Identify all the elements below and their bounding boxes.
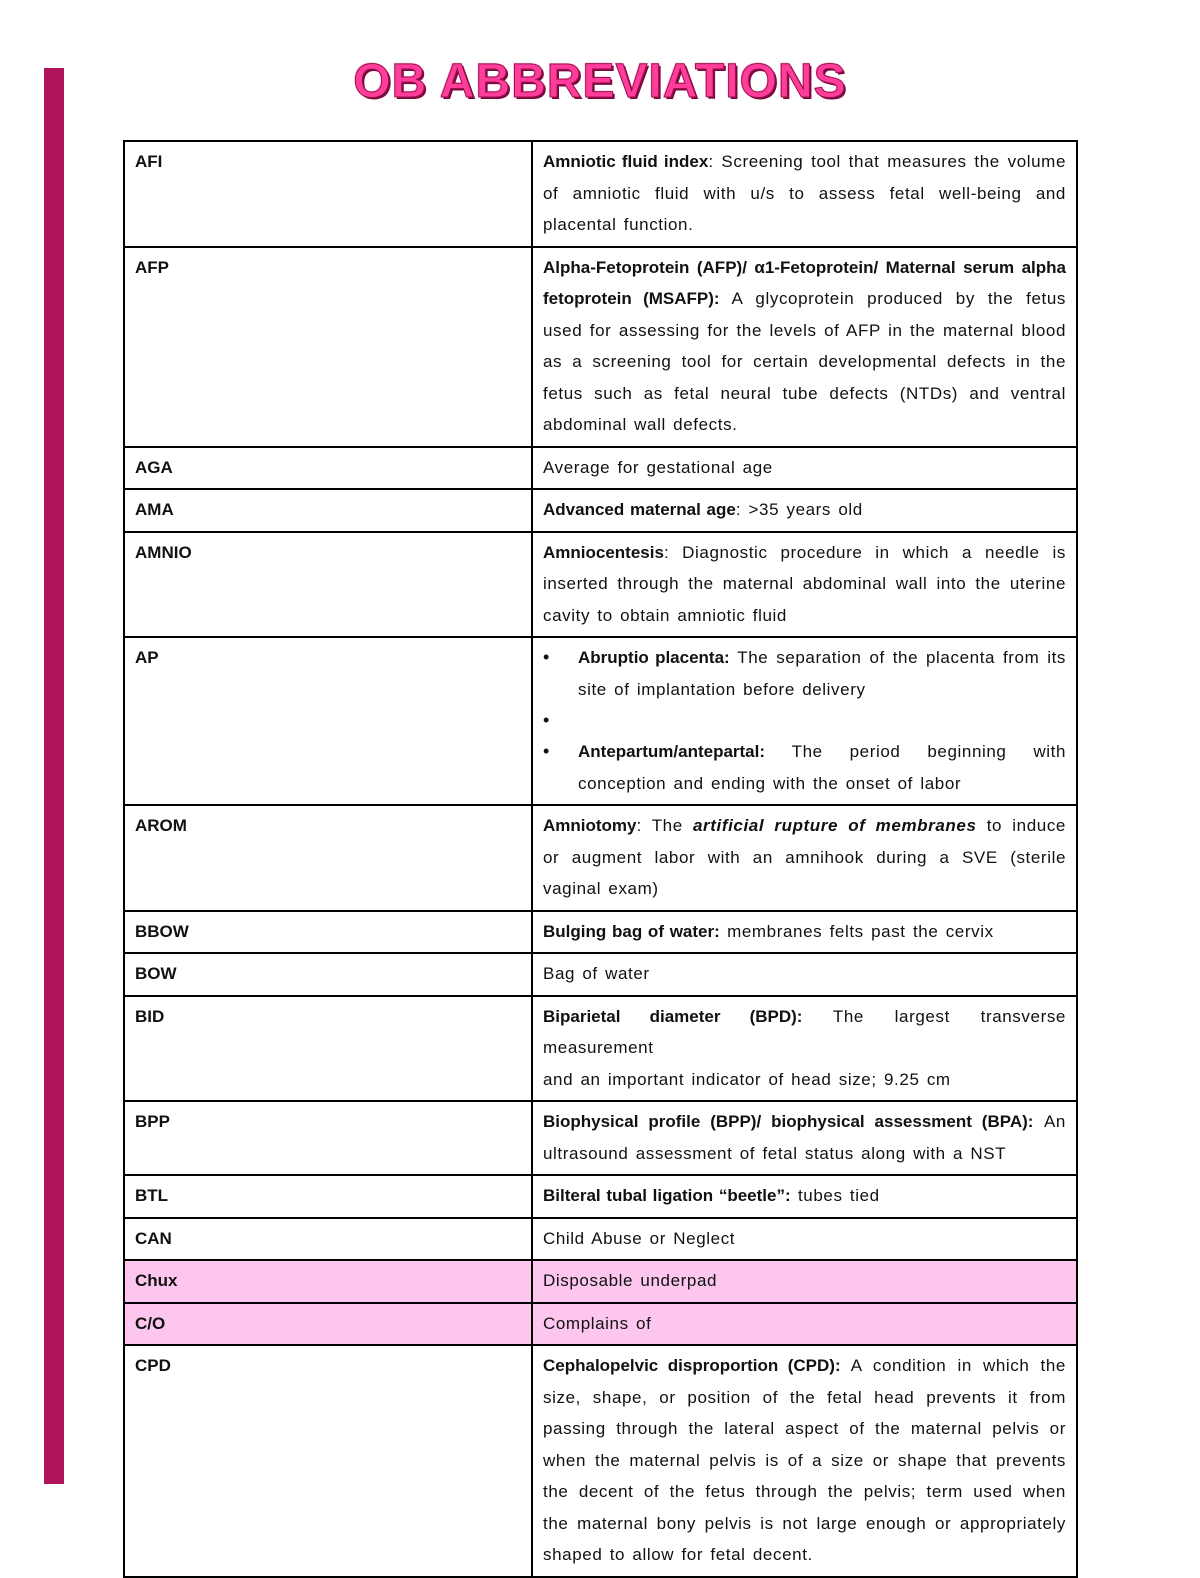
abbr-definition — [532, 141, 1077, 247]
definition-text: and an important indicator of head size; 9.25 cm — [543, 1069, 951, 1089]
abbr-term: AMNIO — [124, 532, 532, 638]
table-row — [124, 953, 1077, 996]
abbr-term: CPD — [124, 1345, 532, 1577]
definition-text: Disposable underpad — [543, 1271, 718, 1290]
abbr-term: Chux — [124, 1260, 532, 1303]
abbr-definition — [532, 532, 1077, 638]
table-row — [124, 141, 1077, 247]
definition-text: The period beginning with conception and ending with the onset of labor — [578, 742, 1066, 793]
definition-text: A condition in which the size, shape, or position of the fetal head prevents it from passing through the lateral aspect of the maternal pelvis or when the maternal pelvis is of a size or shape that prevents the decent of the fetus through the pelvis; term used when the maternal bony pelvis is not large enough or appropriately shaped to allow for fetal decent. — [543, 1356, 1066, 1564]
definition-text: to induce or augment labor with an amnihook during a SVE (sterile vaginal exam) — [543, 816, 1066, 898]
definition-text: : >35 years old — [735, 500, 863, 519]
definition-text: : Screening tool that measures the volume of amniotic fluid with u/s to assess fetal well-being and placental function. — [543, 152, 1066, 234]
definition-heading: Amniotic fluid index — [543, 152, 709, 171]
definition-text: The largest transverse measurement — [543, 1006, 1066, 1057]
abbr-definition — [532, 996, 1077, 1102]
abbr-term: AROM — [124, 805, 532, 911]
table-row — [124, 1175, 1077, 1218]
definition-heading: Abruptio placenta: — [578, 648, 730, 667]
definition-text: Average for gestational age — [543, 457, 773, 477]
side-accent-bar — [44, 68, 64, 1484]
table-row-highlighted — [124, 1303, 1077, 1346]
abbr-term: BBOW — [124, 911, 532, 954]
abbr-term: AGA — [124, 447, 532, 490]
abbr-term: C/O — [124, 1303, 532, 1346]
abbr-term: CAN — [124, 1218, 532, 1261]
abbr-definition — [532, 911, 1077, 954]
table-row — [124, 489, 1077, 532]
table-row — [124, 637, 1077, 805]
definition-text: membranes felts past the cervix — [719, 921, 994, 941]
definition-text: An ultrasound assessment of fetal status along with a NST — [543, 1112, 1066, 1163]
definition-text: Child Abuse or Neglect — [543, 1228, 736, 1248]
abbr-definition — [532, 1303, 1077, 1346]
definition-heading: Bilteral tubal ligation “beetle”: — [543, 1186, 791, 1205]
definition-text: A glycoprotein produced by the fetus used for assessing for the levels of AFP in the maternal blood as a screening tool for certain developmental defects in the fetus such as fetal neural tube defects (NTDs) and ventral abdominal wall defects. — [543, 289, 1067, 434]
table-row-highlighted — [124, 1260, 1077, 1303]
definition-heading: Amniocentesis — [543, 542, 664, 562]
abbr-term: BOW — [124, 953, 532, 996]
table-row — [124, 532, 1077, 638]
definition-text: Bag of water — [543, 964, 650, 983]
table-row — [124, 996, 1077, 1102]
abbr-definition — [532, 247, 1077, 447]
definition-bullet-list — [543, 642, 1066, 799]
definition-text: tubes tied — [790, 1186, 880, 1205]
definition-text: The separation of the placenta from its site of implantation before delivery — [578, 648, 1066, 699]
abbr-term: AFI — [124, 141, 532, 247]
definition-heading: Bulging bag of water: — [543, 921, 720, 941]
page-title: OB ABBREVIATIONS — [353, 55, 847, 108]
definition-heading: Antepartum/antepartal: — [578, 742, 766, 761]
table-row — [124, 805, 1077, 911]
abbr-definition — [532, 637, 1077, 805]
table-row — [124, 1218, 1077, 1261]
definition-heading: Cephalopelvic disproportion (CPD): — [543, 1356, 841, 1375]
table-row — [124, 1345, 1077, 1577]
table-row — [124, 247, 1077, 447]
table-row — [124, 911, 1077, 954]
definition-text: : The — [636, 816, 693, 835]
definition-text: : Diagnostic procedure in which a needle is inserted through the maternal abdominal wall into the uterine cavity to obtain amniotic fluid — [543, 542, 1066, 625]
table-row — [124, 1101, 1077, 1175]
abbr-definition — [532, 953, 1077, 996]
abbr-definition — [532, 1260, 1077, 1303]
abbr-term: AFP — [124, 247, 532, 447]
abbr-term: BTL — [124, 1175, 532, 1218]
abbr-term: AMA — [124, 489, 532, 532]
definition-heading: Alpha-Fetoprotein (AFP)/ α1-Fetoprotein/ Maternal serum alpha fetoprotein (MSAFP): — [543, 257, 1066, 308]
abbr-term: BID — [124, 996, 532, 1102]
list-item — [568, 736, 1066, 799]
definition-heading: Biophysical profile (BPP)/ biophysical assessment (BPA): — [543, 1112, 1034, 1131]
definition-heading: Advanced maternal age — [543, 500, 736, 519]
list-item — [568, 642, 1066, 705]
definition-text: Complains of — [543, 1313, 652, 1333]
abbr-term: BPP — [124, 1101, 532, 1175]
abbr-definition — [532, 1101, 1077, 1175]
abbr-definition — [532, 489, 1077, 532]
abbr-definition — [532, 1218, 1077, 1261]
abbr-definition — [532, 447, 1077, 490]
abbr-definition — [532, 805, 1077, 911]
abbr-definition — [532, 1345, 1077, 1577]
abbr-definition — [532, 1175, 1077, 1218]
definition-heading: Biparietal diameter (BPD): — [543, 1006, 803, 1026]
table-row — [124, 447, 1077, 490]
list-spacer — [568, 705, 1066, 736]
definition-emphasis: artificial rupture of membranes — [692, 816, 977, 835]
definition-heading: Amniotomy — [543, 816, 637, 835]
abbreviations-table — [123, 140, 1078, 1578]
abbr-term: AP — [124, 637, 532, 805]
